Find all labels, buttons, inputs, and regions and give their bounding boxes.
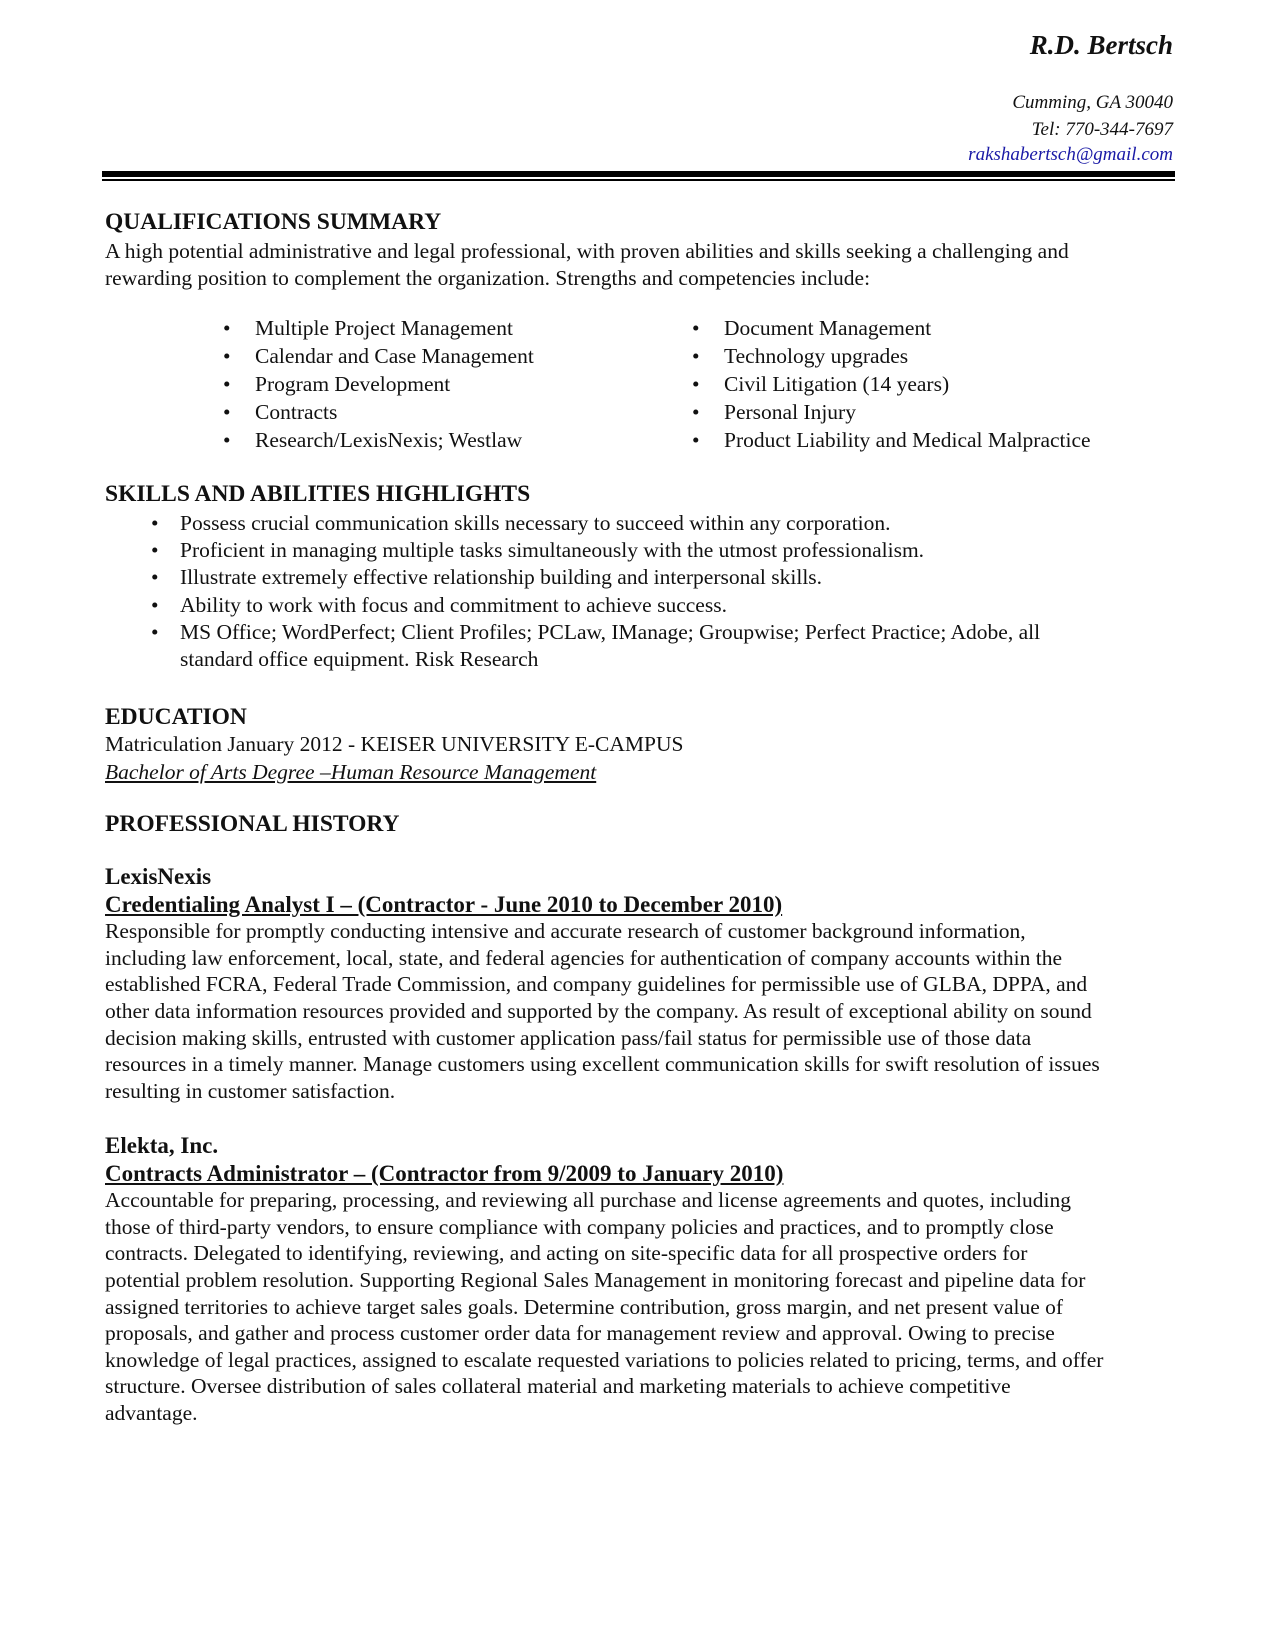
- phone: Tel: 770-344-7697: [1031, 119, 1173, 140]
- qualifications-heading: QUALIFICATIONS SUMMARY: [105, 209, 442, 235]
- list-item: • Possess crucial communication skills necessary to succeed within any corporation.: [151, 510, 1040, 537]
- address: Cumming, GA 30040: [1012, 92, 1173, 113]
- list-item: • Document Management: [692, 315, 1091, 343]
- list-item: • Proficient in managing multiple tasks simultaneously with the utmost professionalism.: [151, 537, 1040, 564]
- candidate-name: R.D. Bertsch: [1029, 30, 1173, 60]
- job-title: Credentialing Analyst I – (Contractor - June 2010 to December 2010): [105, 891, 783, 917]
- list-item: • Illustrate extremely effective relationship building and interpersonal skills.: [151, 564, 1040, 591]
- job-elekta: Elekta, Inc. Contracts Administrator – (Contractor from 9/2009 to January 2010) Accountable for preparing, processing, and reviewing all purchase and license agreements and quotes, including those of third-party vendors, to ensure compliance with company policies and practices, and to promptly close contracts. Delegated to identifying, reviewing, and acting on site-specific data for all prospective orders for potential problem resolution. Supporting Regional Sales Management in monitoring forecast and pipeline data for assigned territories to achieve target sales goals. Determine contribution, gross margin, and net present value of proposals, and gather and process customer order data for management review and approval. Owing to precise knowledge of legal practices, assigned to escalate requested variations to policies related to pricing, terms, and offer structure. Oversee distribution of sales collateral material and marketing materials to achieve competitive advantage.: [105, 1133, 1185, 1427]
- list-item: • Research/LexisNexis; Westlaw: [223, 427, 534, 455]
- job-lexisnexis: LexisNexis Credentialing Analyst I – (Contractor - June 2010 to December 2010) Responsible for promptly conducting intensive and accurate research of customer background information, including law enforcement, local, state, and federal agencies for authentication of company accounts within the established FCRA, Federal Trade Commission, and company guidelines for permissible use of GLBA, DPPA, and other data information resources provided and supported by the company. As result of exceptional ability on sound decision making skills, entrusted with customer application pass/fail status for permissible use of those data resources in a timely manner. Manage customers using excellent communication skills for swift resolution of issues resulting in customer satisfaction.: [105, 864, 1185, 1104]
- education-details: Matriculation January 2012 - KEISER UNIVERSITY E-CAMPUS Bachelor of Arts Degree –Human Resource Management: [105, 731, 1185, 785]
- list-item: • Contracts: [223, 399, 534, 427]
- skills-heading: SKILLS AND ABILITIES HIGHLIGHTS: [105, 481, 531, 507]
- list-item-continuation: standard office equipment. Risk Research: [180, 647, 539, 672]
- job-title: Contracts Administrator – (Contractor from 9/2009 to January 2010): [105, 1160, 784, 1186]
- list-item: • Product Liability and Medical Malpractice: [692, 427, 1091, 455]
- qualifications-summary: A high potential administrative and legal professional, with proven abilities and skills seeking a challenging and rewarding position to complement the organization. Strengths and competencies include:: [105, 239, 1069, 290]
- list-item: • Program Development: [223, 371, 534, 399]
- list-item: • Personal Injury: [692, 399, 1091, 427]
- competencies-col-2: [692, 315, 1091, 455]
- list-item: • MS Office; WordPerfect; Client Profiles; PCLaw, IManage; Groupwise; Perfect Practice; Adobe, all: [151, 619, 1040, 646]
- degree: Bachelor of Arts Degree –Human Resource Management: [105, 759, 597, 784]
- history-heading: PROFESSIONAL HISTORY: [105, 811, 400, 837]
- list-item: • Multiple Project Management: [223, 315, 534, 343]
- company-name: Elekta, Inc.: [105, 1133, 219, 1158]
- company-name: LexisNexis: [105, 864, 212, 889]
- education-heading: EDUCATION: [105, 704, 247, 730]
- header-divider: [102, 171, 1175, 177]
- list-item: • Technology upgrades: [692, 343, 1091, 371]
- email-link[interactable]: rakshabertsch@gmail.com: [968, 144, 1173, 165]
- list-item: • Ability to work with focus and commitment to achieve success.: [151, 592, 1040, 619]
- header-divider-thin: [102, 179, 1175, 181]
- competencies-col-1: [223, 315, 534, 455]
- list-item: • Calendar and Case Management: [223, 343, 534, 371]
- list-item: • Civil Litigation (14 years): [692, 371, 1091, 399]
- skills-list: [151, 510, 1040, 673]
